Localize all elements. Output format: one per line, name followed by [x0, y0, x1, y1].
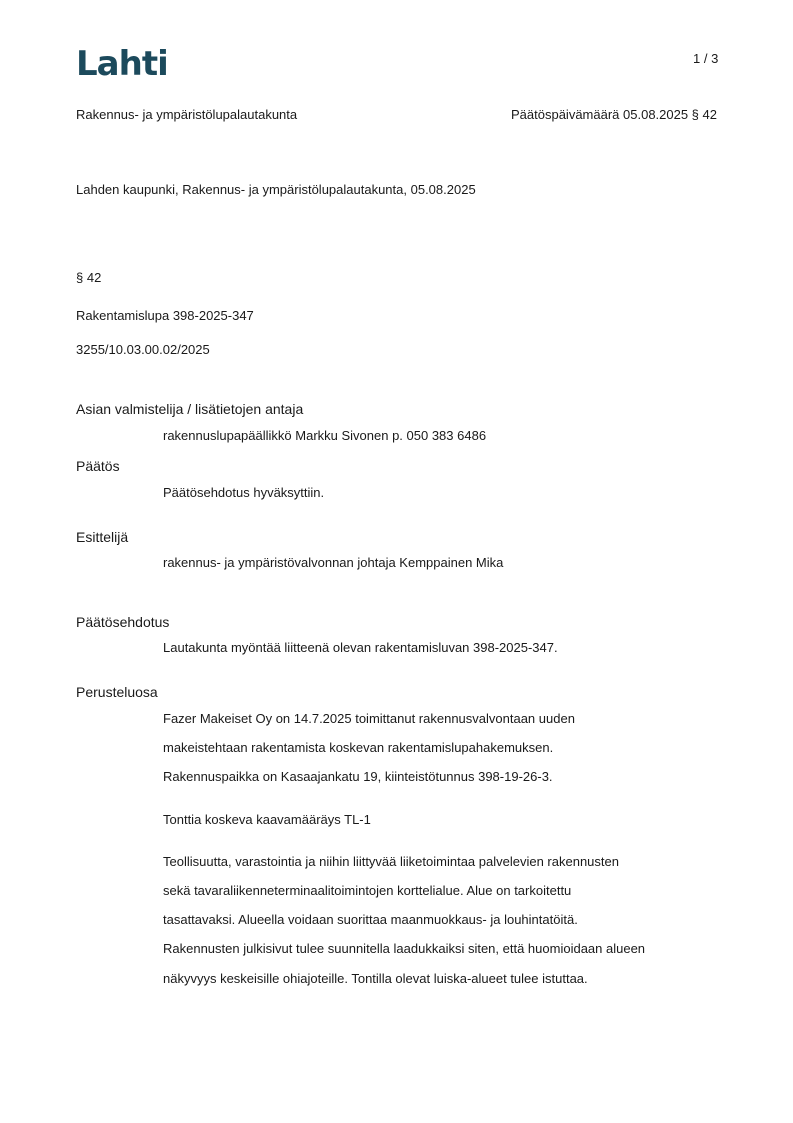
- proposal-heading: Päätösehdotus: [76, 614, 170, 630]
- rationale-line: Rakennuspaikka on Kasaajankatu 19, kiinteistötunnus 398-19-26-3.: [163, 769, 553, 784]
- rationale-line: Teollisuutta, varastointia ja niihin liittyvää liiketoimintaa palvelevien rakennusten: [163, 854, 619, 869]
- rationale-line: Fazer Makeiset Oy on 14.7.2025 toimittanut rakennusvalvontaan uuden: [163, 711, 575, 726]
- permit-title: Rakentamislupa 398-2025-347: [76, 308, 254, 323]
- preparer-text: rakennuslupapäällikkö Markku Sivonen p. 050 383 6486: [163, 428, 487, 443]
- decision-text: Päätösehdotus hyväksyttiin.: [163, 485, 325, 500]
- presenter-heading: Esittelijä: [76, 529, 129, 545]
- zoning-regulation-title: Tonttia koskeva kaavamääräys TL-1: [163, 812, 371, 827]
- decision-date: Päätöspäivämäärä 05.08.2025 § 42: [511, 107, 717, 122]
- rationale-line: makeistehtaan rakentamista koskevan rakentamislupahakemuksen.: [163, 740, 554, 755]
- rationale-line: Rakennusten julkisivut tulee suunnitella laadukkaiksi siten, että huomioidaan alueen: [163, 941, 646, 956]
- board-name: Rakennus- ja ympäristölupalautakunta: [76, 107, 298, 122]
- rationale-line: näkyvyys keskeisille ohiajoteille. Tontilla olevat luiska-alueet tulee istuttaa.: [163, 971, 588, 986]
- lahti-logo: Lahti: [76, 44, 168, 84]
- proposal-text: Lautakunta myöntää liitteenä olevan rakentamisluvan 398-2025-347.: [163, 640, 558, 655]
- preparer-heading: Asian valmistelija / lisätietojen antaja: [76, 401, 304, 417]
- decision-heading: Päätös: [76, 458, 120, 474]
- rationale-line: tasattavaksi. Alueella voidaan suorittaa maanmuokkaus- ja louhintatöitä.: [163, 912, 578, 927]
- page-number: 1 / 3: [693, 51, 719, 66]
- section-number: § 42: [76, 270, 102, 285]
- rationale-line: sekä tavaraliikenneterminaalitoimintojen korttelialue. Alue on tarkoitettu: [163, 883, 572, 898]
- presenter-text: rakennus- ja ympäristövalvonnan johtaja Kemppainen Mika: [163, 555, 504, 570]
- record-number: 3255/10.03.00.02/2025: [76, 342, 210, 357]
- rationale-heading: Perusteluosa: [76, 684, 158, 700]
- meeting-line: Lahden kaupunki, Rakennus- ja ympäristölupalautakunta, 05.08.2025: [76, 182, 476, 197]
